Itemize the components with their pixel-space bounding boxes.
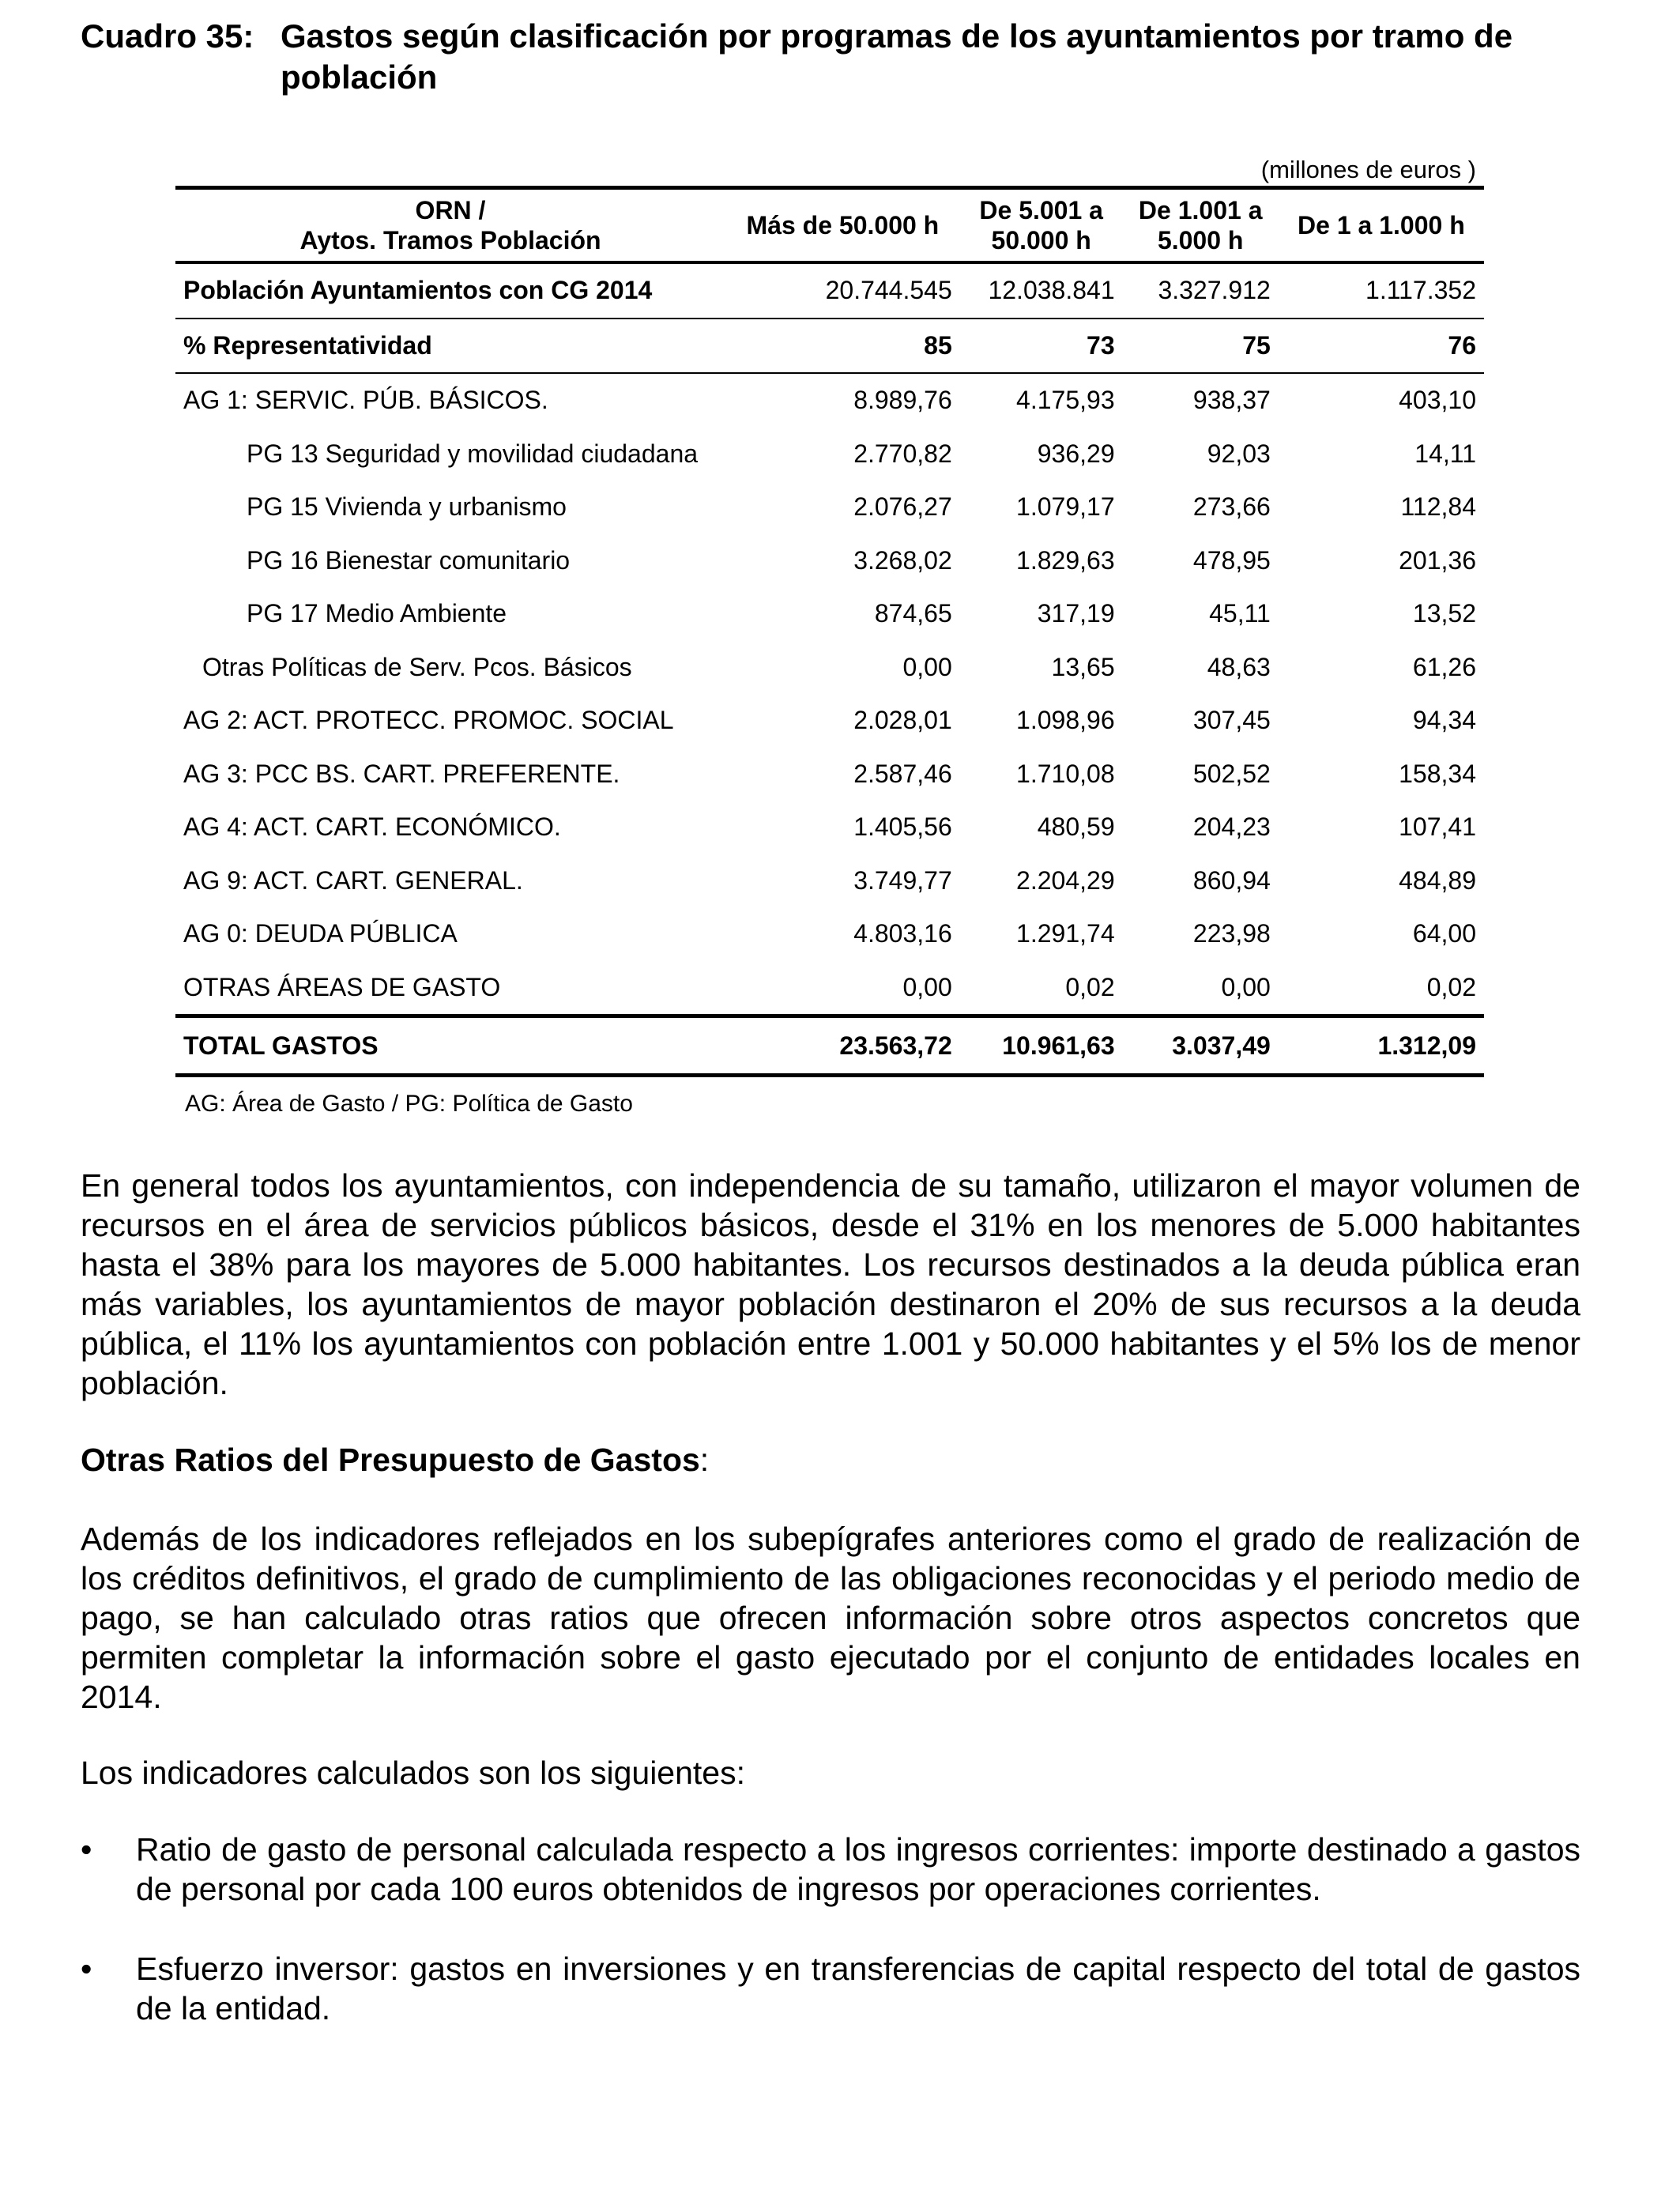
paragraph-3: Los indicadores calculados son los siguientes: [81, 1755, 746, 1791]
cell-value: 12.038.841 [960, 262, 1123, 319]
row-label: AG 2: ACT. PROTECC. PROMOC. SOCIAL [183, 706, 674, 735]
cell-value: 2.076,27 [853, 492, 952, 522]
cell-value: 936,29 [1037, 439, 1115, 468]
cell-value: 13,52 [1412, 599, 1476, 628]
list-item [81, 1830, 1580, 1909]
cell-value: 860,94 [1192, 865, 1271, 895]
table-footnote: AG: Área de Gasto / PG: Política de Gasto [185, 1091, 633, 1117]
row-label: AG 4: ACT. CART. ECONÓMICO. [183, 812, 561, 842]
cell-value: 0,00 [902, 972, 952, 1001]
cell-value: 1.079,17 [1016, 492, 1115, 522]
cell-value: 201,36 [1399, 545, 1476, 575]
cell-value: 3.268,02 [853, 545, 952, 575]
row-label: PG 15 Vivienda y urbanismo [247, 492, 567, 522]
expenses-table [175, 186, 1484, 1077]
row-label: PG 17 Medio Ambiente [247, 599, 507, 628]
table-row [175, 641, 1484, 695]
bullet-icon: • [81, 1831, 92, 1868]
cell-value: 85 [725, 319, 960, 374]
table-row [175, 587, 1484, 641]
paragraph-1: En general todos los ayuntamientos, con independencia de su tamaño, utilizaron el mayor volumen de recursos en el área de servicios públicos básicos, desde el 31% en los menores de 5.000 habitantes hasta el 38% para los mayores de 5.000 habitantes. Los recursos destinados a la deuda pública eran más variables, los ayuntamientos de mayor población destinaron el 20% de sus recursos a la deuda pública, el 11% los ayuntamientos con población entre 1.001 y 50.000 habitantes y el 5% los de menor población. [81, 1167, 1580, 1401]
cell-value: 3.327.912 [1123, 262, 1279, 319]
expenses-table-block [175, 154, 1484, 1120]
cell-value: 874,65 [874, 599, 952, 628]
header-col-1-text: Más de 50.000 h [746, 211, 940, 239]
cell-value: 73 [960, 319, 1123, 374]
units-note: (millones de euros ) [1260, 156, 1476, 183]
cell-value: 61,26 [1412, 652, 1476, 681]
cell-value: 0,02 [1426, 972, 1476, 1001]
table-row [175, 262, 1484, 319]
section-heading-text: Otras Ratios del Presupuesto de Gastos [81, 1442, 700, 1478]
cell-value: 107,41 [1399, 812, 1476, 842]
table-row [175, 694, 1484, 748]
cell-value: 8.989,76 [853, 386, 952, 415]
cell-value: 2.587,46 [853, 759, 952, 788]
table-row [175, 428, 1484, 481]
header-col-2 [960, 188, 1123, 263]
cell-value: 92,03 [1207, 439, 1271, 468]
cell-value: 64,00 [1412, 919, 1476, 948]
cell-value: 94,34 [1412, 706, 1476, 735]
header-col-4-text: De 1 a 1.000 h [1298, 211, 1465, 239]
bullet-icon: • [81, 1951, 92, 1987]
cell-value: 2.028,01 [853, 706, 952, 735]
cell-value: 1.098,96 [1016, 706, 1115, 735]
cell-value: 45,11 [1209, 599, 1271, 628]
cell-value: 20.744.545 [725, 262, 960, 319]
cell-value: 403,10 [1399, 386, 1476, 415]
row-label: AG 3: PCC BS. CART. PREFERENTE. [183, 759, 620, 788]
cell-value: 158,34 [1399, 759, 1476, 788]
cell-value: 1.117.352 [1279, 262, 1484, 319]
header-label [175, 188, 725, 263]
cell-value: 204,23 [1192, 812, 1271, 842]
table-row [175, 801, 1484, 854]
cell-value: 2.204,29 [1016, 865, 1115, 895]
section-heading-colon: : [699, 1442, 710, 1478]
row-label: PG 13 Seguridad y movilidad ciudadana [247, 439, 699, 468]
row-label: OTRAS ÁREAS DE GASTO [183, 972, 501, 1001]
table-row [175, 961, 1484, 1016]
table-header-row [175, 188, 1484, 263]
cell-value: 4.803,16 [853, 919, 952, 948]
table-row [175, 748, 1484, 801]
cell-value: 273,66 [1192, 492, 1271, 522]
row-label: Población Ayuntamientos con CG 2014 [175, 262, 725, 319]
cell-value: 1.405,56 [853, 812, 952, 842]
cell-value: 0,00 [902, 652, 952, 681]
cell-value: 3.037,49 [1123, 1016, 1279, 1076]
cell-value: 938,37 [1192, 386, 1271, 415]
table-row [175, 854, 1484, 908]
table-row-total [175, 1016, 1484, 1076]
row-label: Otras Políticas de Serv. Pcos. Básicos [202, 652, 632, 681]
cell-value: 223,98 [1192, 919, 1271, 948]
list-item [81, 1949, 1580, 2028]
section-heading [81, 1440, 1580, 1480]
table-row [175, 319, 1484, 374]
cell-value: 4.175,93 [1016, 386, 1115, 415]
row-label: % Representatividad [175, 319, 725, 374]
table-row [175, 373, 1484, 428]
cell-value: 478,95 [1192, 545, 1271, 575]
header-col-1 [725, 188, 960, 263]
cell-value: 0,00 [1221, 972, 1271, 1001]
caption-line-1: Gastos según clasificación por programas de los ayuntamientos por tramo de [281, 17, 1513, 55]
cell-value: 112,84 [1400, 492, 1476, 522]
row-label: TOTAL GASTOS [175, 1016, 725, 1076]
header-label-line-2: Aytos. Tramos Población [299, 226, 601, 254]
cell-value: 75 [1123, 319, 1279, 374]
row-label: AG 0: DEUDA PÚBLICA [183, 919, 458, 948]
cell-value: 23.563,72 [725, 1016, 960, 1076]
cell-value: 1.291,74 [1016, 919, 1115, 948]
cell-value: 317,19 [1037, 599, 1115, 628]
header-col-3-line-1: De 1.001 a [1138, 196, 1263, 224]
header-col-2-line-2: 50.000 h [991, 226, 1091, 254]
header-col-2-line-1: De 5.001 a [979, 196, 1103, 224]
cell-value: 480,59 [1037, 812, 1115, 842]
cell-value: 307,45 [1192, 706, 1271, 735]
row-label: AG 9: ACT. CART. GENERAL. [183, 865, 523, 895]
cell-value: 502,52 [1192, 759, 1271, 788]
table-row [175, 907, 1484, 961]
cell-value: 13,65 [1051, 652, 1115, 681]
cell-value: 76 [1279, 319, 1484, 374]
header-col-4 [1279, 188, 1484, 263]
row-label: PG 16 Bienestar comunitario [247, 545, 571, 575]
cell-value: 1.829,63 [1016, 545, 1115, 575]
header-col-3 [1123, 188, 1279, 263]
list-item-text: Esfuerzo inversor: gastos en inversiones y en transferencias de capital respecto del total de gastos de la entidad. [136, 1951, 1580, 2026]
cell-value: 48,63 [1207, 652, 1271, 681]
caption-line-2: población [281, 58, 438, 96]
caption-label: Cuadro 35: [81, 17, 254, 55]
cell-value: 1.710,08 [1016, 759, 1115, 788]
cell-value: 3.749,77 [853, 865, 952, 895]
cell-value: 1.312,09 [1279, 1016, 1484, 1076]
cell-value: 14,11 [1414, 439, 1476, 468]
table-row [175, 481, 1484, 534]
list-item-text: Ratio de gasto de personal calculada respecto a los ingresos corrientes: importe destinado a gastos de personal por cada 100 euros obtenidos de ingresos por operaciones corrientes. [136, 1831, 1580, 1907]
cell-value: 0,02 [1065, 972, 1115, 1001]
table-row [175, 534, 1484, 588]
cell-value: 10.961,63 [960, 1016, 1123, 1076]
header-label-line-1: ORN / [415, 196, 486, 224]
paragraph-2: Además de los indicadores reflejados en los subepígrafes anteriores como el grado de realización de los créditos definitivos, el grado de cumplimiento de las obligaciones reconocidas y el periodo medio de pago, se han calculado otras ratios que ofrecen información sobre otros aspectos concretos que permiten completar la información sobre el gasto ejecutado por el conjunto de entidades locales en 2014. [81, 1521, 1580, 1715]
cell-value: 484,89 [1399, 865, 1476, 895]
cell-value: 2.770,82 [853, 439, 952, 468]
table-caption [81, 16, 1598, 98]
header-col-3-line-2: 5.000 h [1157, 226, 1244, 254]
row-label: AG 1: SERVIC. PÚB. BÁSICOS. [183, 386, 548, 415]
